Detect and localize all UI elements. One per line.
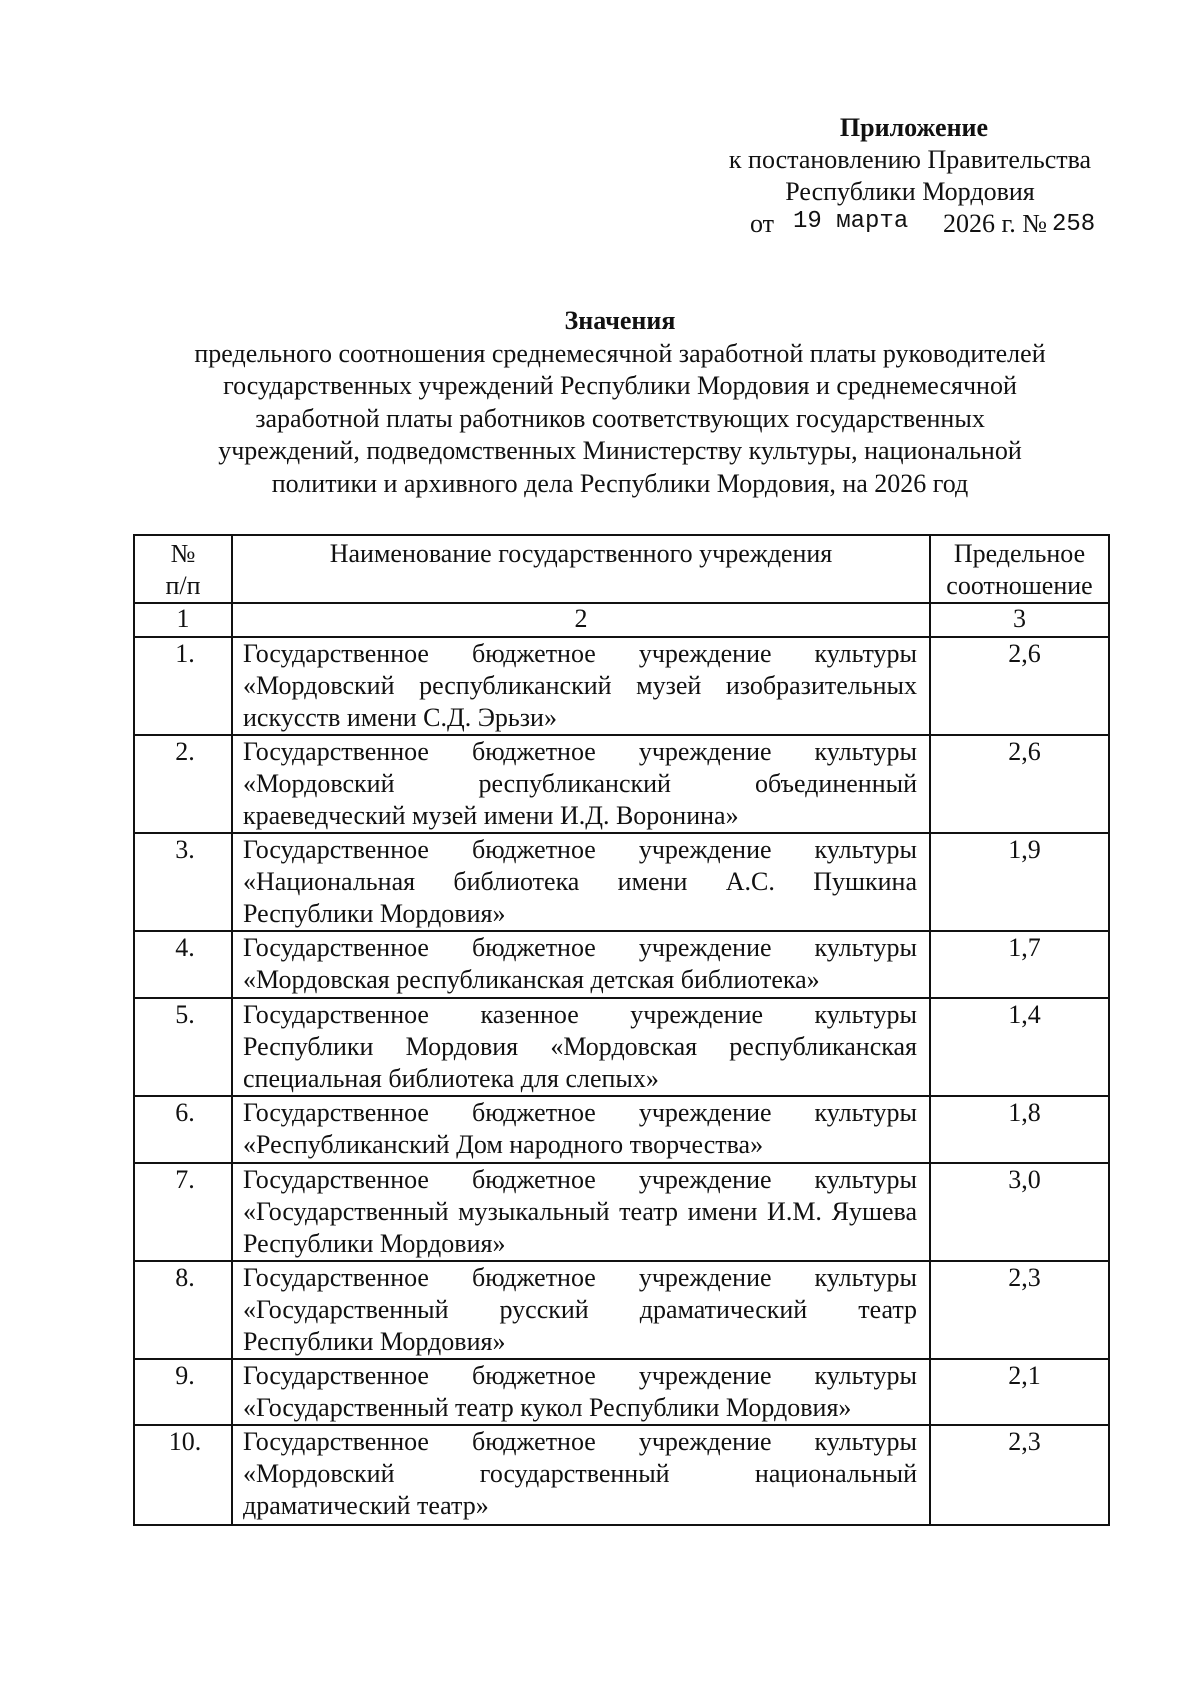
row-number: 7. [134, 1163, 232, 1261]
institution-name: Государственное бюджетное учреждение культуры «Национальная библиотека имени А.С. Пушкина Республики Мордовия» [232, 833, 930, 931]
title-line-4: учреждений, подведомственных Министерству культуры, национальной [218, 436, 1022, 465]
table-row [134, 833, 1109, 931]
ratio-value: 2,6 [930, 637, 1109, 735]
row-number: 6. [134, 1096, 232, 1163]
row-number: 5. [134, 998, 232, 1096]
table-header-row [134, 535, 1109, 603]
institution-name: Государственное казенное учреждение культуры Республики Мордовия «Мордовская республиканская специальная библиотека для слепых» [232, 998, 930, 1096]
title-heading: Значения [564, 306, 676, 335]
row-number: 2. [134, 735, 232, 833]
document-title [150, 305, 1090, 500]
row-number: 10. [134, 1425, 232, 1525]
appendix-block [700, 112, 1120, 240]
table-row [134, 637, 1109, 735]
institution-name: Государственное бюджетное учреждение культуры «Государственный русский драматический театр Республики Мордовия» [232, 1261, 930, 1359]
row-number: 9. [134, 1359, 232, 1425]
document-number: 258 [1052, 211, 1096, 238]
institution-name: Государственное бюджетное учреждение культуры «Мордовская республиканская детская библиотека» [232, 931, 930, 998]
title-line-1: предельного соотношения среднемесячной заработной платы руководителей [194, 338, 1046, 368]
table-row [134, 931, 1109, 998]
ratio-value: 1,9 [930, 833, 1109, 931]
table-row [134, 1425, 1109, 1525]
table-row [134, 1096, 1109, 1163]
row-number: 8. [134, 1261, 232, 1359]
ratio-value: 2,3 [930, 1261, 1109, 1359]
ratio-value: 1,4 [930, 998, 1109, 1096]
institution-name: Государственное бюджетное учреждение культуры «Мордовский республиканский музей изобразительных искусств имени С.Д. Эрьзи» [232, 637, 930, 735]
table-row [134, 1261, 1109, 1359]
ratio-value: 1,7 [930, 931, 1109, 998]
ratio-table [133, 534, 1110, 1526]
row-number: 4. [134, 931, 232, 998]
date-year: 2026 г. № [943, 209, 1048, 238]
ratio-value: 2,6 [930, 735, 1109, 833]
institution-name: Государственное бюджетное учреждение культуры «Государственный музыкальный театр имени И.М. Яушева Республики Мордовия» [232, 1163, 930, 1261]
table-row [134, 1163, 1109, 1261]
table-row [134, 998, 1109, 1096]
column-index-row [134, 603, 1109, 637]
header-name [232, 535, 930, 603]
header-num-line1: № [170, 539, 196, 568]
col-index-3: 3 [930, 603, 1109, 637]
appendix-line-1: к постановлению Правительства [728, 145, 1092, 174]
title-line-3: заработной платы работников соответствующих государственных [255, 403, 985, 433]
row-number: 1. [134, 637, 232, 735]
table-row [134, 735, 1109, 833]
appendix-heading: Приложение [839, 113, 989, 142]
header-num [134, 535, 232, 603]
institution-name: Государственное бюджетное учреждение культуры «Республиканский Дом народного творчества» [232, 1096, 930, 1163]
row-number: 3. [134, 833, 232, 931]
header-ratio-line2: соотношение [946, 571, 1093, 600]
table-row [134, 1359, 1109, 1425]
header-name-text: Наименование государственного учреждения [329, 539, 833, 568]
appendix-line-2: Республики Мордовия [785, 177, 1035, 206]
title-line-2: государственных учреждений Республики Мордовия и среднемесячной [223, 371, 1017, 400]
header-ratio-line1: Предельное [953, 539, 1086, 568]
title-line-5: политики и архивного дела Республики Мордовия, на 2026 год [271, 468, 969, 498]
ratio-value: 3,0 [930, 1163, 1109, 1261]
ratio-value: 2,3 [930, 1425, 1109, 1525]
institution-name: Государственное бюджетное учреждение культуры «Мордовский республиканский объединенный краеведческий музей имени И.Д. Воронина» [232, 735, 930, 833]
ratio-value: 2,1 [930, 1359, 1109, 1425]
date-typed: 19 марта [793, 208, 909, 235]
appendix-date-line [700, 208, 1120, 240]
header-ratio [930, 535, 1109, 603]
col-index-2: 2 [232, 603, 930, 637]
ratio-value: 1,8 [930, 1096, 1109, 1163]
col-index-1: 1 [134, 603, 232, 637]
date-prefix: от [750, 209, 775, 238]
institution-name: Государственное бюджетное учреждение культуры «Государственный театр кукол Республики Мордовия» [232, 1359, 930, 1425]
institution-name: Государственное бюджетное учреждение культуры «Мордовский государственный национальный драматический театр» [232, 1425, 930, 1525]
header-num-line2: п/п [165, 571, 201, 600]
